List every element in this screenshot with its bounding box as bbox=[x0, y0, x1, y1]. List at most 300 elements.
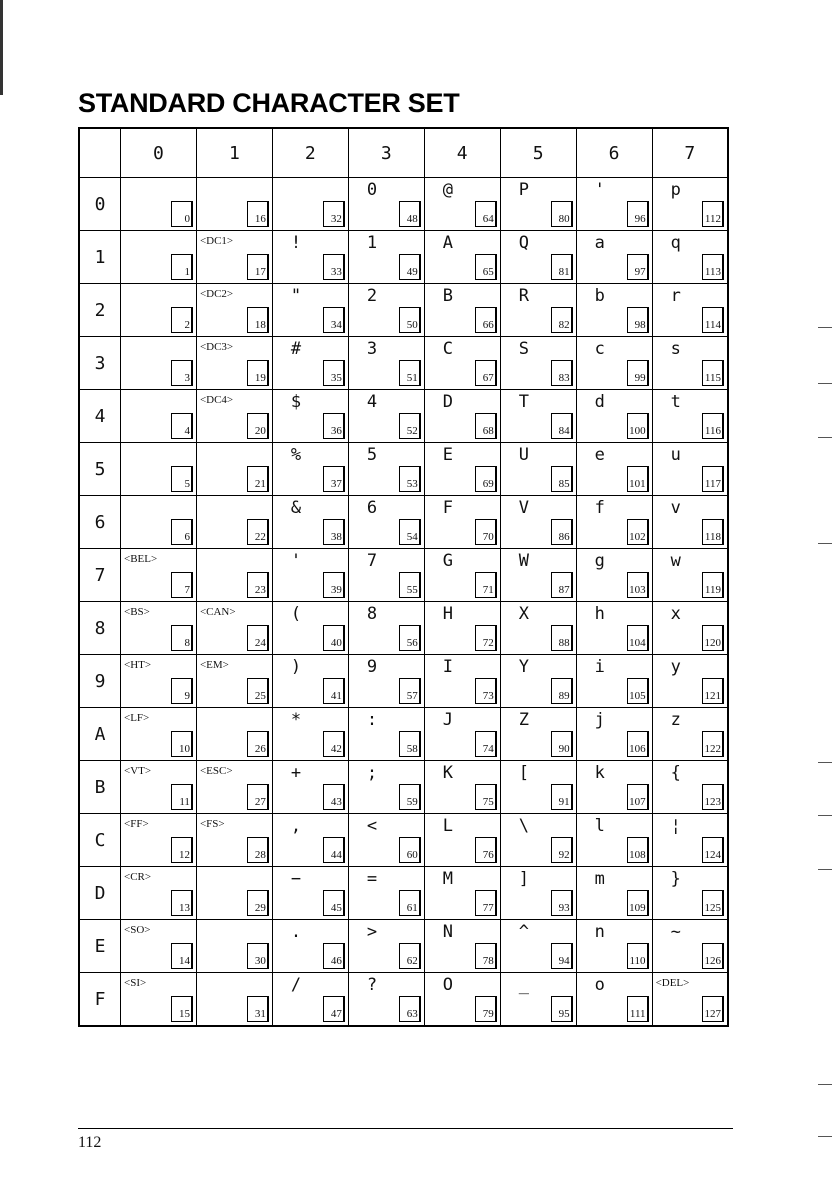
char-cell bbox=[348, 284, 424, 337]
decimal-code-box: 25 bbox=[247, 678, 269, 704]
margin-mark bbox=[818, 1136, 832, 1137]
character-glyph: w bbox=[670, 551, 681, 571]
decimal-code-box: 113 bbox=[702, 254, 724, 280]
decimal-code-box: 101 bbox=[627, 466, 649, 492]
row-header: 0 bbox=[79, 178, 121, 231]
char-cell bbox=[652, 814, 728, 867]
row-header: 6 bbox=[79, 496, 121, 549]
decimal-code-box: 16 bbox=[247, 201, 269, 227]
margin-mark bbox=[818, 869, 832, 870]
char-cell bbox=[576, 867, 652, 920]
char-cell bbox=[652, 973, 728, 1027]
char-cell bbox=[652, 178, 728, 231]
character-glyph: 7 bbox=[366, 551, 378, 571]
char-cell bbox=[576, 549, 652, 602]
char-cell bbox=[348, 814, 424, 867]
char-cell bbox=[196, 284, 272, 337]
control-code-label: <ESC> bbox=[199, 765, 233, 777]
char-cell bbox=[348, 443, 424, 496]
char-cell bbox=[196, 443, 272, 496]
character-glyph: B bbox=[442, 286, 453, 306]
character-glyph: [ bbox=[518, 763, 529, 783]
decimal-code-box: 52 bbox=[399, 413, 421, 439]
char-cell bbox=[272, 814, 348, 867]
character-glyph: 0 bbox=[366, 180, 378, 200]
character-glyph: p bbox=[670, 180, 681, 200]
char-cell bbox=[272, 655, 348, 708]
char-cell bbox=[500, 867, 576, 920]
character-glyph: c bbox=[594, 339, 605, 359]
decimal-code-box: 111 bbox=[627, 996, 649, 1022]
decimal-code-box: 26 bbox=[247, 731, 269, 757]
decimal-code-box: 12 bbox=[171, 837, 193, 863]
character-glyph: = bbox=[366, 869, 378, 889]
char-cell bbox=[121, 761, 197, 814]
char-cell bbox=[121, 655, 197, 708]
decimal-code-box: 63 bbox=[399, 996, 421, 1022]
char-cell bbox=[500, 231, 576, 284]
char-cell bbox=[652, 920, 728, 973]
char-cell bbox=[652, 337, 728, 390]
char-cell bbox=[424, 708, 500, 761]
character-glyph: } bbox=[670, 869, 681, 889]
char-cell bbox=[272, 231, 348, 284]
table-row bbox=[79, 231, 728, 284]
decimal-code-box: 0 bbox=[171, 201, 193, 227]
char-cell bbox=[121, 920, 197, 973]
char-cell bbox=[196, 231, 272, 284]
char-cell bbox=[348, 602, 424, 655]
char-cell bbox=[500, 443, 576, 496]
decimal-code-box: 117 bbox=[702, 466, 724, 492]
char-cell bbox=[272, 920, 348, 973]
char-cell bbox=[196, 973, 272, 1027]
footer-rule bbox=[78, 1128, 733, 1129]
char-cell bbox=[576, 284, 652, 337]
character-glyph: . bbox=[290, 922, 302, 942]
column-header: 5 bbox=[500, 128, 576, 178]
column-header: 3 bbox=[348, 128, 424, 178]
decimal-code-box: 15 bbox=[171, 996, 193, 1022]
char-cell bbox=[576, 761, 652, 814]
character-glyph: U bbox=[518, 445, 529, 465]
character-glyph: i bbox=[594, 657, 605, 677]
char-cell bbox=[196, 655, 272, 708]
decimal-code-box: 17 bbox=[247, 254, 269, 280]
table-row bbox=[79, 390, 728, 443]
char-cell bbox=[500, 761, 576, 814]
decimal-code-box: 60 bbox=[399, 837, 421, 863]
margin-mark bbox=[818, 815, 832, 816]
margin-mark bbox=[818, 762, 832, 763]
control-code-label: <DC2> bbox=[199, 288, 234, 300]
decimal-code-box: 94 bbox=[551, 943, 573, 969]
control-code-label: <DC4> bbox=[199, 394, 234, 406]
char-cell bbox=[348, 549, 424, 602]
decimal-code-box: 21 bbox=[247, 466, 269, 492]
char-cell bbox=[121, 602, 197, 655]
row-header: E bbox=[79, 920, 121, 973]
char-cell bbox=[348, 920, 424, 973]
margin-mark bbox=[818, 543, 832, 544]
char-cell bbox=[196, 867, 272, 920]
control-code-label: <VT> bbox=[124, 765, 152, 777]
decimal-code-box: 19 bbox=[247, 360, 269, 386]
decimal-code-box: 67 bbox=[475, 360, 497, 386]
decimal-code-box: 44 bbox=[323, 837, 345, 863]
char-cell bbox=[121, 231, 197, 284]
char-cell bbox=[196, 496, 272, 549]
decimal-code-box: 109 bbox=[627, 890, 649, 916]
column-header: 2 bbox=[272, 128, 348, 178]
char-cell bbox=[576, 390, 652, 443]
char-cell bbox=[500, 178, 576, 231]
char-cell bbox=[121, 178, 197, 231]
character-glyph: m bbox=[594, 869, 605, 889]
row-header: C bbox=[79, 814, 121, 867]
decimal-code-box: 8 bbox=[171, 625, 193, 651]
char-cell bbox=[196, 549, 272, 602]
corner-cell bbox=[79, 128, 121, 178]
decimal-code-box: 3 bbox=[171, 360, 193, 386]
char-cell bbox=[121, 549, 197, 602]
character-glyph: d bbox=[594, 392, 605, 412]
column-header: 0 bbox=[121, 128, 197, 178]
character-glyph: 1 bbox=[366, 233, 378, 253]
char-cell bbox=[576, 708, 652, 761]
char-cell bbox=[652, 443, 728, 496]
decimal-code-box: 115 bbox=[702, 360, 724, 386]
control-code-label: <SI> bbox=[124, 977, 147, 989]
decimal-code-box: 31 bbox=[247, 996, 269, 1022]
decimal-code-box: 36 bbox=[323, 413, 345, 439]
decimal-code-box: 96 bbox=[627, 201, 649, 227]
character-glyph: S bbox=[518, 339, 529, 359]
character-glyph: > bbox=[366, 922, 378, 942]
decimal-code-box: 14 bbox=[171, 943, 193, 969]
char-cell bbox=[272, 867, 348, 920]
char-cell bbox=[500, 814, 576, 867]
scan-edge bbox=[0, 0, 3, 1190]
decimal-code-box: 88 bbox=[551, 625, 573, 651]
char-cell bbox=[196, 390, 272, 443]
decimal-code-box: 99 bbox=[627, 360, 649, 386]
decimal-code-box: 10 bbox=[171, 731, 193, 757]
char-cell bbox=[500, 337, 576, 390]
column-header: 1 bbox=[196, 128, 272, 178]
decimal-code-box: 40 bbox=[323, 625, 345, 651]
decimal-code-box: 64 bbox=[475, 201, 497, 227]
decimal-code-box: 119 bbox=[702, 572, 724, 598]
decimal-code-box: 98 bbox=[627, 307, 649, 333]
decimal-code-box: 50 bbox=[399, 307, 421, 333]
row-header: 1 bbox=[79, 231, 121, 284]
char-cell bbox=[196, 920, 272, 973]
character-glyph: q bbox=[670, 233, 681, 253]
table-body bbox=[79, 178, 728, 1027]
row-header: 9 bbox=[79, 655, 121, 708]
decimal-code-box: 76 bbox=[475, 837, 497, 863]
character-glyph: ; bbox=[366, 763, 378, 783]
char-cell bbox=[500, 920, 576, 973]
table-row bbox=[79, 761, 728, 814]
decimal-code-box: 100 bbox=[627, 413, 649, 439]
control-code-label: <DEL> bbox=[655, 977, 690, 989]
character-glyph: / bbox=[290, 975, 302, 995]
control-code-label: <CR> bbox=[124, 871, 152, 883]
column-header: 6 bbox=[576, 128, 652, 178]
character-glyph: & bbox=[290, 498, 302, 518]
decimal-code-box: 45 bbox=[323, 890, 345, 916]
decimal-code-box: 75 bbox=[475, 784, 497, 810]
char-cell bbox=[500, 602, 576, 655]
decimal-code-box: 6 bbox=[171, 519, 193, 545]
char-cell bbox=[348, 178, 424, 231]
character-glyph: E bbox=[442, 445, 453, 465]
decimal-code-box: 47 bbox=[323, 996, 345, 1022]
character-glyph: 9 bbox=[366, 657, 378, 677]
control-code-label: <BS> bbox=[124, 606, 150, 618]
character-glyph: ~ bbox=[670, 922, 681, 942]
character-glyph: j bbox=[594, 710, 605, 730]
decimal-code-box: 110 bbox=[627, 943, 649, 969]
row-header: D bbox=[79, 867, 121, 920]
decimal-code-box: 30 bbox=[247, 943, 269, 969]
character-glyph: M bbox=[442, 869, 453, 889]
char-cell bbox=[424, 867, 500, 920]
decimal-code-box: 59 bbox=[399, 784, 421, 810]
margin-mark bbox=[818, 327, 832, 328]
decimal-code-box: 2 bbox=[171, 307, 193, 333]
decimal-code-box: 87 bbox=[551, 572, 573, 598]
char-cell bbox=[272, 973, 348, 1027]
decimal-code-box: 77 bbox=[475, 890, 497, 916]
decimal-code-box: 97 bbox=[627, 254, 649, 280]
decimal-code-box: 43 bbox=[323, 784, 345, 810]
decimal-code-box: 86 bbox=[551, 519, 573, 545]
decimal-code-box: 34 bbox=[323, 307, 345, 333]
decimal-code-box: 61 bbox=[399, 890, 421, 916]
character-glyph: { bbox=[670, 763, 681, 783]
character-glyph: % bbox=[290, 445, 302, 465]
control-code-label: <FF> bbox=[124, 818, 149, 830]
char-cell bbox=[272, 708, 348, 761]
character-glyph: G bbox=[442, 551, 453, 571]
char-cell bbox=[424, 602, 500, 655]
character-glyph: x bbox=[670, 604, 681, 624]
character-glyph: − bbox=[290, 869, 302, 889]
char-cell bbox=[272, 337, 348, 390]
char-cell bbox=[424, 284, 500, 337]
control-code-label: <DC3> bbox=[199, 341, 234, 353]
char-cell bbox=[424, 231, 500, 284]
character-glyph: R bbox=[518, 286, 529, 306]
control-code-label: <SO> bbox=[124, 924, 151, 936]
control-code-label: <HT> bbox=[124, 659, 152, 671]
column-header: 7 bbox=[652, 128, 728, 178]
char-cell bbox=[576, 655, 652, 708]
decimal-code-box: 55 bbox=[399, 572, 421, 598]
character-glyph: v bbox=[670, 498, 681, 518]
char-cell bbox=[348, 496, 424, 549]
character-glyph: " bbox=[290, 286, 302, 306]
decimal-code-box: 78 bbox=[475, 943, 497, 969]
character-glyph: ] bbox=[518, 869, 529, 889]
decimal-code-box: 28 bbox=[247, 837, 269, 863]
char-cell bbox=[424, 814, 500, 867]
decimal-code-box: 20 bbox=[247, 413, 269, 439]
decimal-code-box: 56 bbox=[399, 625, 421, 651]
char-cell bbox=[576, 496, 652, 549]
character-glyph: s bbox=[670, 339, 681, 359]
char-cell bbox=[121, 814, 197, 867]
decimal-code-box: 41 bbox=[323, 678, 345, 704]
decimal-code-box: 22 bbox=[247, 519, 269, 545]
character-glyph: $ bbox=[290, 392, 302, 412]
char-cell bbox=[576, 814, 652, 867]
character-glyph: o bbox=[594, 975, 605, 995]
character-set-table bbox=[78, 127, 729, 1027]
row-header: B bbox=[79, 761, 121, 814]
decimal-code-box: 27 bbox=[247, 784, 269, 810]
char-cell bbox=[272, 178, 348, 231]
character-glyph: * bbox=[290, 710, 302, 730]
table-row bbox=[79, 178, 728, 231]
char-cell bbox=[348, 761, 424, 814]
character-glyph: ? bbox=[366, 975, 378, 995]
decimal-code-box: 70 bbox=[475, 519, 497, 545]
decimal-code-box: 84 bbox=[551, 413, 573, 439]
char-cell bbox=[424, 920, 500, 973]
row-header: 7 bbox=[79, 549, 121, 602]
decimal-code-box: 79 bbox=[475, 996, 497, 1022]
character-glyph: < bbox=[366, 816, 378, 836]
decimal-code-box: 102 bbox=[627, 519, 649, 545]
character-glyph: D bbox=[442, 392, 453, 412]
character-glyph: L bbox=[442, 816, 453, 836]
character-glyph: f bbox=[594, 498, 605, 518]
decimal-code-box: 29 bbox=[247, 890, 269, 916]
char-cell bbox=[576, 337, 652, 390]
table-row bbox=[79, 284, 728, 337]
char-cell bbox=[576, 920, 652, 973]
decimal-code-box: 66 bbox=[475, 307, 497, 333]
char-cell bbox=[424, 549, 500, 602]
decimal-code-box: 73 bbox=[475, 678, 497, 704]
char-cell bbox=[121, 443, 197, 496]
char-cell bbox=[272, 390, 348, 443]
char-cell bbox=[500, 390, 576, 443]
character-glyph: # bbox=[290, 339, 302, 359]
char-cell bbox=[500, 284, 576, 337]
character-glyph: : bbox=[366, 710, 378, 730]
character-glyph: e bbox=[594, 445, 605, 465]
decimal-code-box: 65 bbox=[475, 254, 497, 280]
decimal-code-box: 51 bbox=[399, 360, 421, 386]
char-cell bbox=[576, 973, 652, 1027]
margin-mark bbox=[818, 1084, 832, 1085]
table-row bbox=[79, 973, 728, 1027]
character-glyph: @ bbox=[442, 180, 453, 200]
column-header-row bbox=[79, 128, 728, 178]
char-cell bbox=[424, 443, 500, 496]
decimal-code-box: 62 bbox=[399, 943, 421, 969]
table-row bbox=[79, 814, 728, 867]
decimal-code-box: 42 bbox=[323, 731, 345, 757]
decimal-code-box: 72 bbox=[475, 625, 497, 651]
character-glyph: t bbox=[670, 392, 681, 412]
control-code-label: <LF> bbox=[124, 712, 150, 724]
character-glyph: k bbox=[594, 763, 605, 783]
character-glyph: ) bbox=[290, 657, 302, 677]
character-glyph: A bbox=[442, 233, 453, 253]
char-cell bbox=[348, 973, 424, 1027]
character-glyph: 3 bbox=[366, 339, 378, 359]
character-glyph: K bbox=[442, 763, 453, 783]
decimal-code-box: 92 bbox=[551, 837, 573, 863]
char-cell bbox=[652, 655, 728, 708]
decimal-code-box: 82 bbox=[551, 307, 573, 333]
decimal-code-box: 126 bbox=[702, 943, 724, 969]
control-code-label: <EM> bbox=[199, 659, 229, 671]
char-cell bbox=[121, 867, 197, 920]
char-cell bbox=[121, 390, 197, 443]
character-glyph: Q bbox=[518, 233, 529, 253]
char-cell bbox=[424, 655, 500, 708]
char-cell bbox=[272, 284, 348, 337]
table-row bbox=[79, 920, 728, 973]
character-glyph: \ bbox=[518, 816, 529, 836]
character-glyph: Y bbox=[518, 657, 529, 677]
decimal-code-box: 93 bbox=[551, 890, 573, 916]
decimal-code-box: 85 bbox=[551, 466, 573, 492]
char-cell bbox=[272, 761, 348, 814]
char-cell bbox=[652, 496, 728, 549]
char-cell bbox=[348, 867, 424, 920]
char-cell bbox=[121, 708, 197, 761]
decimal-code-box: 105 bbox=[627, 678, 649, 704]
row-header: A bbox=[79, 708, 121, 761]
character-glyph: ^ bbox=[518, 922, 529, 942]
table-row bbox=[79, 496, 728, 549]
char-cell bbox=[196, 708, 272, 761]
character-glyph: 8 bbox=[366, 604, 378, 624]
char-cell bbox=[196, 178, 272, 231]
char-cell bbox=[652, 602, 728, 655]
char-cell bbox=[652, 708, 728, 761]
character-glyph: H bbox=[442, 604, 453, 624]
char-cell bbox=[348, 655, 424, 708]
char-cell bbox=[652, 390, 728, 443]
char-cell bbox=[424, 973, 500, 1027]
char-cell bbox=[500, 496, 576, 549]
page-number: 112 bbox=[78, 1134, 102, 1151]
decimal-code-box: 122 bbox=[702, 731, 724, 757]
character-glyph: u bbox=[670, 445, 681, 465]
char-cell bbox=[121, 284, 197, 337]
decimal-code-box: 69 bbox=[475, 466, 497, 492]
decimal-code-box: 108 bbox=[627, 837, 649, 863]
decimal-code-box: 53 bbox=[399, 466, 421, 492]
decimal-code-box: 95 bbox=[551, 996, 573, 1022]
decimal-code-box: 49 bbox=[399, 254, 421, 280]
character-glyph: y bbox=[670, 657, 681, 677]
char-cell bbox=[424, 761, 500, 814]
char-cell bbox=[576, 443, 652, 496]
decimal-code-box: 1 bbox=[171, 254, 193, 280]
decimal-code-box: 83 bbox=[551, 360, 573, 386]
decimal-code-box: 11 bbox=[171, 784, 193, 810]
